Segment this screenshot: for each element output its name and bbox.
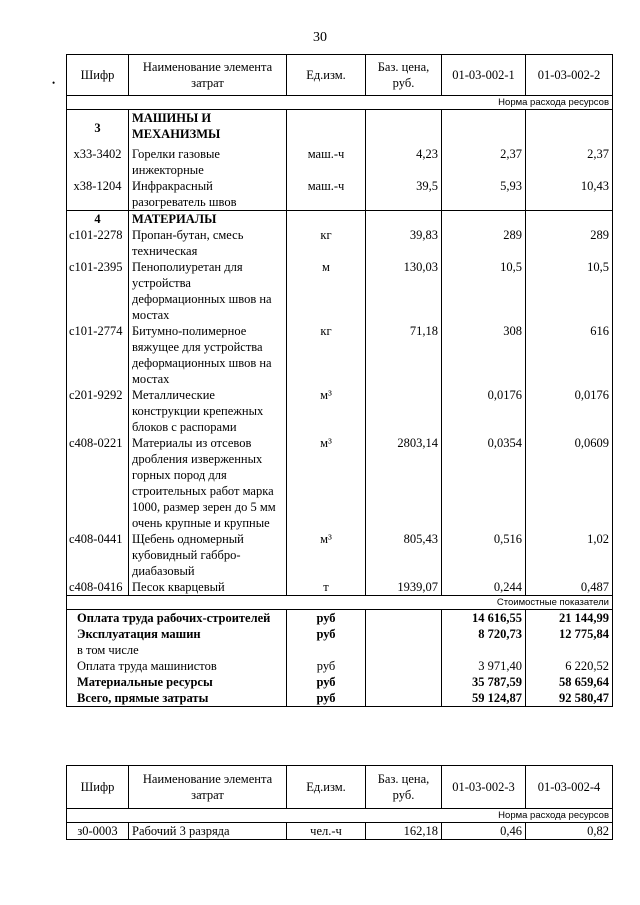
row-unit: кг — [287, 323, 366, 387]
cost-label: Стоимостные показатели — [67, 596, 613, 610]
row-name: Металлические конструкции крепежных блоков с распорами — [129, 387, 287, 435]
row-price: 1939,07 — [366, 579, 442, 596]
section-header — [67, 110, 613, 147]
summary-row — [67, 610, 613, 627]
summary-value-2: 6 220,52 — [526, 658, 613, 674]
norm-label: Норма расхода ресурсов — [67, 809, 613, 823]
row-value-1: 2,37 — [442, 146, 526, 178]
row-code: с408-0221 — [67, 435, 129, 531]
summary-value-1: 3 971,40 — [442, 658, 526, 674]
header-code: Шифр — [67, 766, 129, 809]
row-price: 71,18 — [366, 323, 442, 387]
row-code: с101-2278 — [67, 227, 129, 259]
header-price: Баз. цена, руб. — [366, 55, 442, 96]
row-name: Рабочий 3 разряда — [129, 823, 287, 840]
row-unit: чел.-ч — [287, 823, 366, 840]
row-name: Щебень одномерный кубовидный габбро-диабазовый — [129, 531, 287, 579]
row-name: Песок кварцевый — [129, 579, 287, 596]
row-price: 39,5 — [366, 178, 442, 211]
row-code: з0-0003 — [67, 823, 129, 840]
table-header — [67, 55, 613, 96]
row-name: Горелки газовые инжекторные — [129, 146, 287, 178]
summary-row — [67, 690, 613, 707]
summary-label: Всего, прямые затраты — [67, 690, 287, 707]
row-value-1: 308 — [442, 323, 526, 387]
summary-label: в том числе — [67, 642, 287, 658]
row-value-2: 0,0609 — [526, 435, 613, 531]
summary-value-2: 12 775,84 — [526, 626, 613, 642]
summary-value-1: 8 720,73 — [442, 626, 526, 642]
row-price: 805,43 — [366, 531, 442, 579]
summary-row — [67, 642, 613, 658]
table-row — [67, 531, 613, 579]
summary-label: Оплата труда рабочих-строителей — [67, 610, 287, 627]
section-title: МАШИНЫ И МЕХАНИЗМЫ — [129, 110, 287, 147]
row-unit: маш.-ч — [287, 146, 366, 178]
row-value-1: 0,46 — [442, 823, 526, 840]
row-value-2: 2,37 — [526, 146, 613, 178]
row-value-2: 289 — [526, 227, 613, 259]
summary-unit: руб — [287, 658, 366, 674]
page-number: 30 — [313, 30, 327, 45]
row-code: с408-0441 — [67, 531, 129, 579]
cost-row — [67, 596, 613, 610]
table-row — [67, 579, 613, 596]
row-unit: м — [287, 259, 366, 323]
summary-label: Материальные ресурсы — [67, 674, 287, 690]
norm-row — [67, 809, 613, 823]
row-name: Пропан-бутан, смесь техническая — [129, 227, 287, 259]
header-name: Наименование элемента затрат — [129, 766, 287, 809]
summary-value-1: 35 787,59 — [442, 674, 526, 690]
summary-unit: руб — [287, 626, 366, 642]
row-code: с408-0416 — [67, 579, 129, 596]
row-name: Инфракрасный разогреватель швов — [129, 178, 287, 211]
header-price: Баз. цена, руб. — [366, 766, 442, 809]
row-value-1: 5,93 — [442, 178, 526, 211]
section-number: 4 — [67, 211, 129, 228]
row-unit: м³ — [287, 387, 366, 435]
row-unit: т — [287, 579, 366, 596]
section-header — [67, 211, 613, 228]
section-number: 3 — [67, 110, 129, 147]
row-name: Битумно-полимерное вяжущее для устройства деформационных швов на мостах — [129, 323, 287, 387]
table-row — [67, 178, 613, 211]
row-price — [366, 387, 442, 435]
section-title: МАТЕРИАЛЫ — [129, 211, 287, 228]
summary-value-1: 59 124,87 — [442, 690, 526, 707]
row-unit: м³ — [287, 435, 366, 531]
resource-table-2 — [66, 765, 613, 840]
summary-value-2: 92 580,47 — [526, 690, 613, 707]
summary-value-2 — [526, 642, 613, 658]
row-code: с201-9292 — [67, 387, 129, 435]
header-unit: Ед.изм. — [287, 766, 366, 809]
row-name: Пенополиуретан для устройства деформационных швов на мостах — [129, 259, 287, 323]
header-col2: 01-03-002-4 — [526, 766, 613, 809]
table-row — [67, 323, 613, 387]
summary-row — [67, 626, 613, 642]
row-price: 130,03 — [366, 259, 442, 323]
row-price: 39,83 — [366, 227, 442, 259]
row-value-1: 0,516 — [442, 531, 526, 579]
header-col1: 01-03-002-1 — [442, 55, 526, 96]
header-code: Шифр — [67, 55, 129, 96]
summary-label: Оплата труда машинистов — [67, 658, 287, 674]
row-value-1: 10,5 — [442, 259, 526, 323]
row-code: с101-2395 — [67, 259, 129, 323]
header-name: Наименование элемента затрат — [129, 55, 287, 96]
row-value-1: 0,0176 — [442, 387, 526, 435]
summary-unit: руб — [287, 610, 366, 627]
row-value-1: 0,0354 — [442, 435, 526, 531]
row-price: 2803,14 — [366, 435, 442, 531]
row-price: 162,18 — [366, 823, 442, 840]
row-value-2: 10,5 — [526, 259, 613, 323]
norm-row — [67, 96, 613, 110]
summary-unit — [287, 642, 366, 658]
row-value-2: 10,43 — [526, 178, 613, 211]
row-value-2: 616 — [526, 323, 613, 387]
summary-unit: руб — [287, 674, 366, 690]
table-row — [67, 823, 613, 840]
table-row — [67, 259, 613, 323]
row-value-2: 1,02 — [526, 531, 613, 579]
table-row — [67, 435, 613, 531]
resource-table-1 — [66, 54, 613, 707]
row-value-2: 0,0176 — [526, 387, 613, 435]
row-unit: маш.-ч — [287, 178, 366, 211]
table-row — [67, 146, 613, 178]
summary-value-1 — [442, 642, 526, 658]
summary-value-2: 58 659,64 — [526, 674, 613, 690]
row-price: 4,23 — [366, 146, 442, 178]
row-code: х33-3402 — [67, 146, 129, 178]
summary-row — [67, 658, 613, 674]
row-code: х38-1204 — [67, 178, 129, 211]
summary-value-1: 14 616,55 — [442, 610, 526, 627]
row-value-2: 0,82 — [526, 823, 613, 840]
table-row — [67, 227, 613, 259]
row-value-2: 0,487 — [526, 579, 613, 596]
row-value-1: 0,244 — [442, 579, 526, 596]
row-code: с101-2774 — [67, 323, 129, 387]
table-row — [67, 387, 613, 435]
header-col2: 01-03-002-2 — [526, 55, 613, 96]
summary-label: Эксплуатация машин — [67, 626, 287, 642]
row-unit: кг — [287, 227, 366, 259]
norm-label: Норма расхода ресурсов — [67, 96, 613, 110]
scan-mark: • — [52, 78, 56, 88]
header-unit: Ед.изм. — [287, 55, 366, 96]
summary-value-2: 21 144,99 — [526, 610, 613, 627]
header-col1: 01-03-002-3 — [442, 766, 526, 809]
table-header — [67, 766, 613, 809]
row-name: Материалы из отсевов дробления изверженных горных пород для строительных работ марка 1000, размер зерен до 5 мм очень крупные и крупные — [129, 435, 287, 531]
row-unit: м³ — [287, 531, 366, 579]
summary-row — [67, 674, 613, 690]
row-value-1: 289 — [442, 227, 526, 259]
summary-unit: руб — [287, 690, 366, 707]
